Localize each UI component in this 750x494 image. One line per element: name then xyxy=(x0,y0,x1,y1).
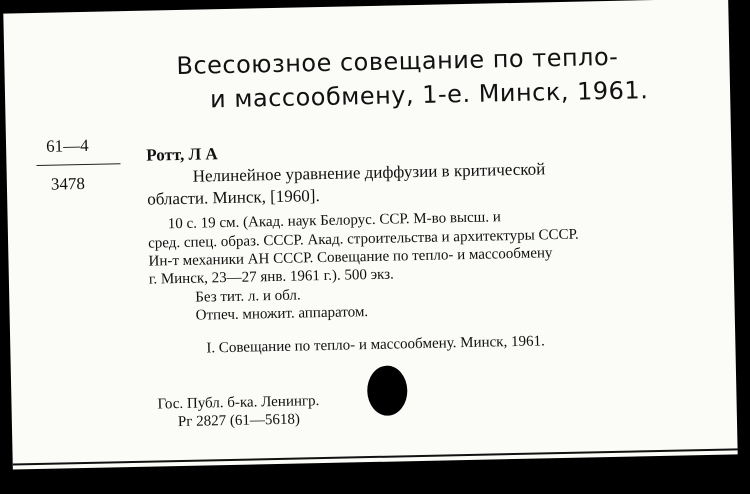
tracing-line: I. Совещание по тепло- и массообмену. Минск, 1961. xyxy=(206,333,545,357)
library-line2: Рг 2827 (61—5618) xyxy=(177,411,301,431)
description-line1: 10 с. 19 см. (Акад. наук Белорус. ССР. М-во высш. и xyxy=(167,209,501,233)
ink-stamp-blot xyxy=(367,365,408,416)
title-line2: области. Минск, [1960]. xyxy=(147,186,320,209)
call-number-divider xyxy=(36,163,120,166)
call-number-bottom: 3478 xyxy=(50,173,86,194)
author-heading: Ротт, Л А xyxy=(146,144,218,165)
title-line1: Нелинейное уравнение диффузии в критической xyxy=(192,159,546,186)
library-line1: Гос. Публ. б-ка. Ленингр. xyxy=(157,393,320,413)
description-line2: сред. спец. образ. СССР. Акад. строительства и архитектуры СССР. xyxy=(147,226,579,252)
scan-border xyxy=(740,0,750,494)
description-line3: Ин-т механики АН СССР. Совещание по тепло- и массообмену xyxy=(148,245,553,270)
call-number-top: 61—4 xyxy=(45,135,89,156)
catalog-card xyxy=(3,0,737,470)
description-line4: г. Минск, 23—27 янв. 1961 г.). 500 экз. xyxy=(148,266,394,288)
note-line1: Без тит. л. и обл. xyxy=(195,287,301,306)
note-line2: Отпеч. множит. аппаратом. xyxy=(195,304,369,324)
handwritten-heading-line2: и массообмену, 1-е. Минск, 1961. xyxy=(209,76,649,114)
handwritten-heading-line1: Всесоюзное совещание по тепло- xyxy=(176,42,619,81)
card-bottom-edge xyxy=(13,448,738,465)
